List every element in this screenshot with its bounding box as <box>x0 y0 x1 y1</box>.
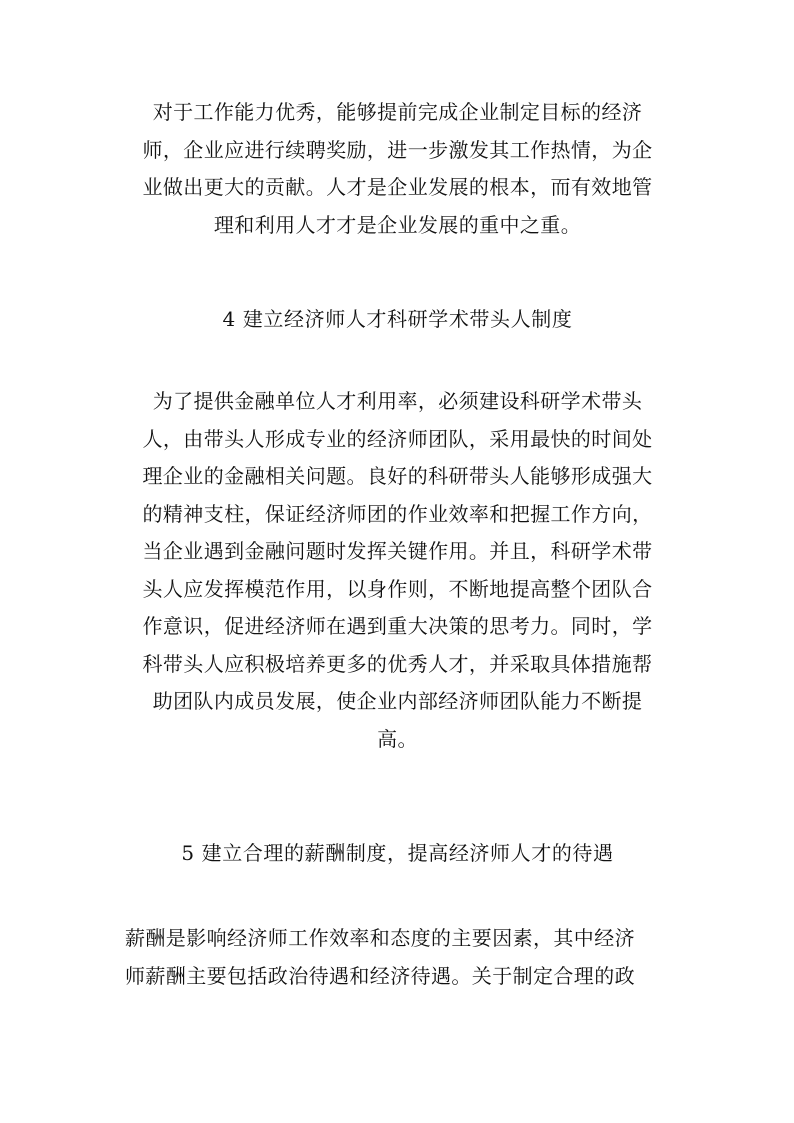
paragraph-line: 当企业遇到金融问题时发挥关键作用。并且，科研学术带 <box>142 539 653 563</box>
paragraph-line: 头人应发挥模范作用，以身作则，不断地提高整个团队合 <box>142 576 653 601</box>
paragraph-line: 作意识，促进经济师在遇到重大决策的思考力。同时，学 <box>142 614 653 638</box>
paragraph-line: 师薪酬主要包括政治待遇和经济待遇。关于制定合理的政 <box>125 963 635 988</box>
paragraph-line: 为了提供金融单位人才利用率，必须建设科研学术带头 <box>152 389 643 413</box>
paragraph-line: 的精神支柱，保证经济师团的作业效率和把握工作方向， <box>142 501 653 526</box>
section-heading-4 <box>125 301 670 339</box>
paragraph-line: 薪酬是影响经济师工作效率和态度的主要因素，其中经济 <box>125 926 635 950</box>
section-heading-5 <box>125 835 670 873</box>
paragraph-line: 助团队内成员发展，使企业内部经济师团队能力不断提 <box>152 689 643 713</box>
paragraph-line: 师，企业应进行续聘奖励，进一步激发其工作热情，为企 <box>142 137 653 162</box>
paragraph-line: 高。 <box>377 726 418 751</box>
section-heading-text: 4 建立经济师人才科研学术带头人制度 <box>222 307 573 331</box>
paragraph-line: 科带头人应积极培养更多的优秀人才，并采取具体措施帮 <box>142 651 653 676</box>
paragraph-line: 理企业的金融相关问题。良好的科研带头人能够形成强大 <box>142 464 653 488</box>
paragraph-research-leader <box>125 383 670 758</box>
section-heading-text: 5 建立合理的薪酬制度，提高经济师人才的待遇 <box>181 841 614 865</box>
paragraph-line: 人，由带头人形成专业的经济师团队，采用最快的时间处 <box>142 426 653 451</box>
paragraph-line: 业做出更大的贡献。人才是企业发展的根本，而有效地管 <box>142 175 653 199</box>
paragraph-talent-retention <box>125 94 670 244</box>
paragraph-line: 理和利用人才才是企业发展的重中之重。 <box>213 212 582 237</box>
paragraph-line: 对于工作能力优秀，能够提前完成企业制定目标的经济 <box>152 100 643 124</box>
paragraph-salary <box>125 920 670 995</box>
